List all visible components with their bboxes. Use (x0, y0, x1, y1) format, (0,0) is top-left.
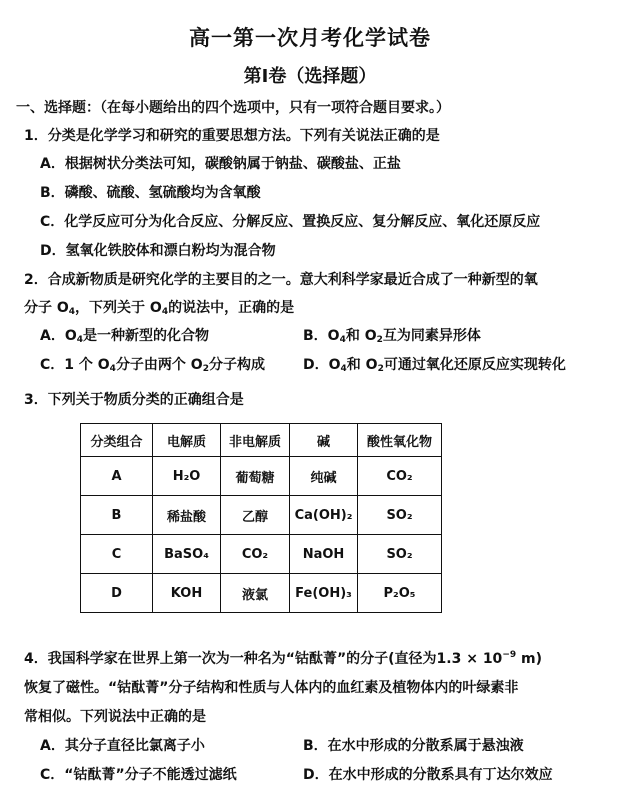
q1-option-a: A．根据树状分类法可知，碳酸钠属于钠盐、碳酸盐、正盐 (40, 156, 401, 172)
q4-exponent: −9 (502, 650, 517, 660)
q2-text: 分子 O (24, 300, 69, 316)
q4-option-a: A．其分子直径比氯离子小 (40, 738, 205, 754)
table-cell: CO₂ (358, 457, 442, 496)
opt-sub: 4 (109, 364, 116, 374)
opt-sub: 2 (376, 335, 383, 345)
q4-text: m) (516, 651, 542, 667)
opt-text: 互为同素异形体 (382, 328, 481, 344)
q2-option-a (40, 325, 209, 345)
section-subtitle: 第Ⅰ卷（选择题） (243, 66, 377, 87)
opt-text: B．O (303, 328, 340, 344)
table-cell: BaSO₄ (153, 535, 221, 574)
opt-sub: 2 (202, 364, 209, 374)
q4-option-c: C．“钴酞菁”分子不能透过滤纸 (40, 767, 237, 783)
table-header-cell: 碱 (290, 424, 358, 457)
opt-text: D．O (303, 357, 341, 373)
opt-text: C．1 个 O (40, 357, 110, 373)
table-cell: Ca(OH)₂ (290, 496, 358, 535)
opt-text: 和 O (345, 328, 377, 344)
q2-sub: 4 (161, 307, 169, 317)
q4-stem-line2: 恢复了磁性。“钴酞菁”分子结构和性质与人体内的血红素及植物体内的叶绿素非 (24, 680, 519, 696)
q1-option-c: C．化学反应可分为化合反应、分解反应、置换反应、复分解反应、氧化还原反应 (40, 214, 541, 230)
table-cell: 乙醇 (221, 496, 290, 535)
q4-stem-line1 (24, 648, 620, 668)
opt-text: 和 O (346, 357, 378, 373)
table-cell: 葡萄糖 (221, 457, 290, 496)
table-cell: B (81, 496, 153, 535)
q1-option-d: D．氢氧化铁胶体和漂白粉均为混合物 (40, 243, 276, 259)
table-header-cell: 酸性氧化物 (358, 424, 442, 457)
table-header-row (81, 424, 442, 457)
opt-text: 是一种新型的化合物 (83, 328, 210, 344)
table-cell: D (81, 574, 153, 613)
table-cell: Fe(OH)₃ (290, 574, 358, 613)
table-cell: CO₂ (221, 535, 290, 574)
table-row (81, 535, 442, 574)
q4-option-d: D．在水中形成的分散系具有丁达尔效应 (303, 767, 553, 783)
opt-text: 可通过氧化还原反应实现转化 (383, 357, 566, 373)
table-cell: 稀盐酸 (153, 496, 221, 535)
table-row (81, 496, 442, 535)
q2-option-b (303, 325, 481, 345)
q2-text: ，下列关于 O (75, 300, 162, 316)
table-header-cell: 分类组合 (81, 424, 153, 457)
table-cell: A (81, 457, 153, 496)
exam-title: 高一第一次月考化学试卷 (189, 26, 431, 50)
table-header-cell: 非电解质 (221, 424, 290, 457)
table-row (81, 457, 442, 496)
q2-text: 的说法中，正确的是 (168, 300, 295, 316)
opt-sub: 4 (340, 364, 347, 374)
table-cell: P₂O₅ (358, 574, 442, 613)
opt-sub: 4 (76, 335, 84, 345)
q2-sub: 4 (68, 307, 76, 317)
opt-text: 分子由两个 O (115, 357, 203, 373)
table-cell: NaOH (290, 535, 358, 574)
table-cell: H₂O (153, 457, 221, 496)
table-cell: 液氯 (221, 574, 290, 613)
q2-option-d (303, 354, 566, 374)
q4-text: 4．我国科学家在世界上第一次为一种名为“钴酞菁”的分子(直径为1.3 × 10 (24, 651, 503, 667)
table-cell: 纯碱 (290, 457, 358, 496)
opt-text: 分子构成 (208, 357, 265, 373)
q2-stem-line2 (24, 297, 620, 317)
q2-stem-line1: 2．合成新物质是研究化学的主要目的之一。意大利科学家最近合成了一种新型的氧 (24, 272, 538, 288)
table-cell: C (81, 535, 153, 574)
q3-stem: 3．下列关于物质分类的正确组合是 (24, 392, 244, 408)
q4-stem-line3: 常相似。下列说法中正确的是 (24, 709, 206, 725)
opt-sub: 4 (339, 335, 346, 345)
opt-sub: 2 (377, 364, 384, 374)
q1-option-b: B．磷酸、硫酸、氢硫酸均为含氧酸 (40, 185, 261, 201)
q2-option-c (40, 354, 265, 374)
q1-stem: 1．分类是化学学习和研究的重要思想方法。下列有关说法正确的是 (24, 128, 440, 144)
table-cell: KOH (153, 574, 221, 613)
q4-option-b: B．在水中形成的分散系属于悬浊液 (303, 738, 524, 754)
table-header-cell: 电解质 (153, 424, 221, 457)
section-heading: 一、选择题：（在每小题给出的四个选项中，只有一项符合题目要求。） (16, 100, 450, 116)
opt-text: A．O (40, 328, 77, 344)
table-cell: SO₂ (358, 535, 442, 574)
table-cell: SO₂ (358, 496, 442, 535)
classification-table (80, 423, 442, 613)
table-row (81, 574, 442, 613)
